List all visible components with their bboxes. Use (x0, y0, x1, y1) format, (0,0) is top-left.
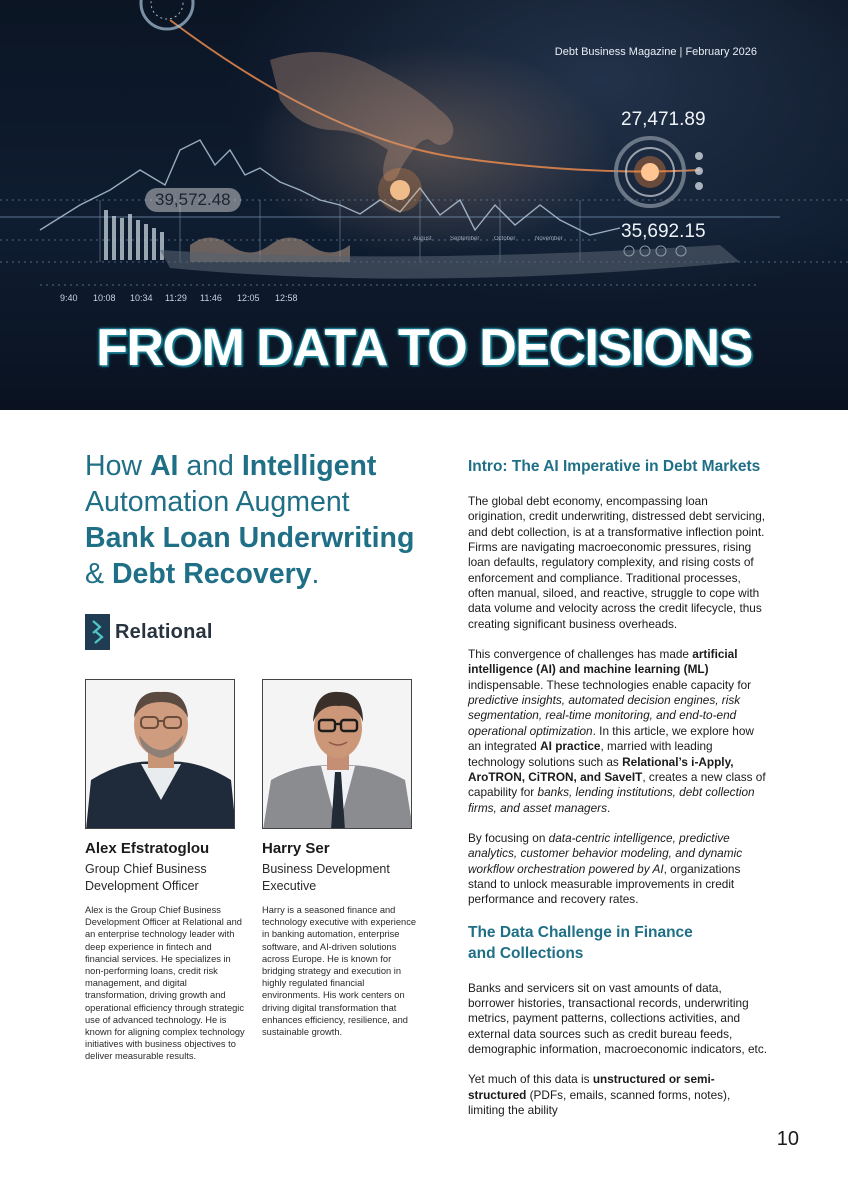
time-label: 10:34 (130, 293, 153, 303)
hero-title: FROM DATA TO DECISIONS (96, 319, 752, 377)
person-name: Alex Efstratoglou (85, 840, 210, 857)
headline-bold: AI (149, 450, 179, 482)
time-label: 10:08 (93, 293, 116, 303)
relational-logo (85, 614, 225, 652)
article-paragraph: By focusing on data-centric intelligence, predictive analytics, customer behavior modeling, and dynamic workflow orchestration powered by AI, organizations stand to unlock measurable improvements in credit performance and recovery rates. (468, 830, 743, 907)
article-paragraph: This convergence of challenges has made artificial intelligence (AI) and machine learning (ML) indispensable. These technologies enable capacity for predictive insights, automated decision engines, risk segmentation, real-time monitoring, and end-to-end operational optimization. In this article, we explore how an integrated AI practice, married with leading technology solutions such as Relational’s i-Apply, AroTRON, CiTRON, and SaveIT, creates a new class of capability for banks, lending institutions, debt collection firms, and asset managers. (468, 647, 766, 815)
time-axis (60, 293, 305, 303)
month-label: September (450, 236, 480, 242)
time-label: 9:40 (60, 293, 78, 303)
hero-banner (0, 0, 848, 410)
page-number: 10 (776, 1128, 799, 1150)
section-heading: The Data Challenge in Finance and Collections (468, 923, 693, 962)
section-heading: Intro: The AI Imperative in Debt Markets (468, 458, 761, 475)
magazine-issue-line: Debt Business Magazine | February 2026 (554, 46, 757, 58)
headline-bold: Intelligent (241, 450, 377, 482)
time-label: 11:29 (165, 293, 187, 303)
portrait-alex-efstratoglou (85, 679, 235, 829)
headline-text: Automation Augment (85, 486, 350, 518)
person-bio: Alex is the Group Chief Business Development Officer at Relational and an enterprise technology leader with deep experience in fintech and financial services. He specializes in non-performing loans, credit risk management, and digital transformation, driving growth and operational efficiency through strategic use of advanced technology. He is known for aligning complex technology initiatives with business objectives to deliver measurable results. (85, 905, 245, 1062)
person-role: Group Chief Business Development Officer (85, 862, 207, 893)
person-name: Harry Ser (262, 840, 330, 857)
headline-bold: Debt Recovery (111, 558, 312, 590)
article-paragraph: Banks and servicers sit on vast amounts of data, borrower histories, transactional records, underwriting metrics, payment patterns, collections activities, and external data sources such as credit bureau feeds, demographic information, macroeconomic indicators, etc. (468, 980, 767, 1056)
article-headline (85, 448, 425, 592)
value-readout: 27,471.89 (621, 109, 706, 130)
value-readout: 35,692.15 (621, 221, 706, 242)
time-label: 12:58 (275, 293, 298, 303)
article-body (468, 456, 768, 1118)
time-label: 11:46 (200, 293, 222, 303)
relational-logo-text: Relational (115, 621, 213, 643)
month-label: August (413, 236, 432, 242)
portrait-harry-ser (262, 679, 412, 829)
headline-text: & (85, 558, 112, 590)
time-label: 12:05 (237, 293, 260, 303)
month-label: November (535, 236, 563, 242)
headline-text: How (85, 450, 150, 482)
person-role: Business Development Executive (262, 862, 390, 893)
month-label: October (494, 236, 516, 242)
value-readout: 39,572.48 (145, 188, 241, 212)
person-bio: Harry is a seasoned finance and technology executive with experience in banking automation, enterprise software, and AI-driven solutions across Europe. He is known for bridging strategy and execution in highly regulated financial environments. His work centers on driving digital transformation that enhances efficiency, resilience, and sustainable growth. (262, 905, 417, 1038)
article-paragraph: Yet much of this data is unstructured or semi-structured (PDFs, emails, scanned forms, notes), limiting the ability (468, 1072, 731, 1117)
headline-bold: Bank Loan Underwriting (85, 522, 415, 554)
headline-text: . (311, 558, 320, 590)
headline-text: and (178, 450, 242, 482)
relational-logo-icon (85, 614, 110, 650)
article-paragraph: The global debt economy, encompassing loan origination, credit underwriting, distressed debt servicing, and debt collection, is at a transformative inflection point. Firms are navigating macroeconomic pressures, rising loan defaults, regulatory complexity, and rising costs of enforcement and compliance. Traditional processes, often manual, siloed, and reactive, struggle to cope with data volume and velocity across the credit lifecycle, thus creating significant business overheads. (468, 494, 766, 631)
